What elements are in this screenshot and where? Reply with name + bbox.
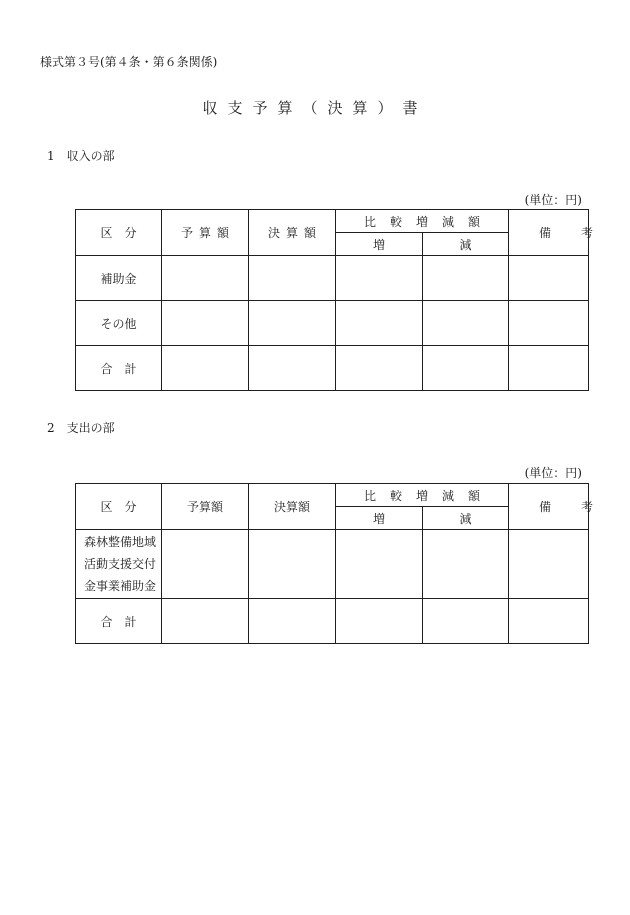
row-label-subsidy: 補助金 bbox=[76, 256, 162, 301]
row-label-total: 合 計 bbox=[76, 599, 162, 644]
header-budget: 予算額 bbox=[162, 484, 249, 530]
header-decrease: 減 bbox=[423, 233, 509, 256]
table-row bbox=[76, 256, 589, 301]
header-settlement: 決算額 bbox=[249, 484, 336, 530]
row-label-line: 活動支援交付 bbox=[84, 557, 157, 571]
table-row bbox=[76, 599, 589, 644]
cell[interactable] bbox=[423, 530, 509, 599]
row-label-other: その他 bbox=[76, 301, 162, 346]
header-comparison: 比較増減額 bbox=[336, 484, 509, 507]
cell[interactable] bbox=[509, 346, 589, 391]
header-remarks: 備考 bbox=[509, 210, 589, 256]
cell[interactable] bbox=[509, 256, 589, 301]
cell[interactable] bbox=[336, 530, 423, 599]
header-increase: 増 bbox=[336, 233, 423, 256]
expenditure-table bbox=[75, 483, 624, 644]
cell[interactable] bbox=[423, 256, 509, 301]
cell[interactable] bbox=[249, 599, 336, 644]
cell[interactable] bbox=[423, 346, 509, 391]
row-label-line: 森林整備地域 bbox=[84, 535, 157, 549]
header-budget: 予算額 bbox=[162, 210, 249, 256]
cell[interactable] bbox=[509, 530, 589, 599]
cell[interactable] bbox=[249, 346, 336, 391]
income-unit-label: (単位：円) bbox=[524, 193, 582, 207]
table-row bbox=[76, 301, 589, 346]
header-decrease: 減 bbox=[423, 507, 509, 530]
cell[interactable] bbox=[509, 599, 589, 644]
cell[interactable] bbox=[162, 301, 249, 346]
cell[interactable] bbox=[249, 301, 336, 346]
cell[interactable] bbox=[509, 301, 589, 346]
header-remarks: 備考 bbox=[509, 484, 589, 530]
cell[interactable] bbox=[249, 530, 336, 599]
document-title: 収支予算（決算）書 bbox=[202, 99, 428, 117]
header-category: 区分 bbox=[76, 210, 162, 256]
expenditure-section-heading: 2 支出の部 bbox=[47, 421, 115, 435]
cell[interactable] bbox=[336, 599, 423, 644]
expenditure-unit-label: (単位：円) bbox=[524, 466, 582, 480]
income-section-heading: 1 収入の部 bbox=[47, 149, 115, 163]
header-category: 区分 bbox=[76, 484, 162, 530]
income-table bbox=[75, 209, 624, 391]
form-number: 様式第３号(第４条・第６条関係) bbox=[40, 55, 218, 69]
cell[interactable] bbox=[336, 256, 423, 301]
cell[interactable] bbox=[162, 256, 249, 301]
header-comparison: 比較増減額 bbox=[336, 210, 509, 233]
cell[interactable] bbox=[336, 301, 423, 346]
cell[interactable] bbox=[249, 256, 336, 301]
row-label-line: 金事業補助金 bbox=[84, 579, 157, 593]
row-label-forest-subsidy bbox=[76, 530, 162, 599]
cell[interactable] bbox=[162, 530, 249, 599]
cell[interactable] bbox=[336, 346, 423, 391]
header-settlement: 決算額 bbox=[249, 210, 336, 256]
cell[interactable] bbox=[162, 346, 249, 391]
cell[interactable] bbox=[162, 599, 249, 644]
table-row bbox=[76, 530, 589, 599]
header-increase: 増 bbox=[336, 507, 423, 530]
cell[interactable] bbox=[423, 599, 509, 644]
row-label-total: 合 計 bbox=[76, 346, 162, 391]
table-row bbox=[76, 346, 589, 391]
cell[interactable] bbox=[423, 301, 509, 346]
